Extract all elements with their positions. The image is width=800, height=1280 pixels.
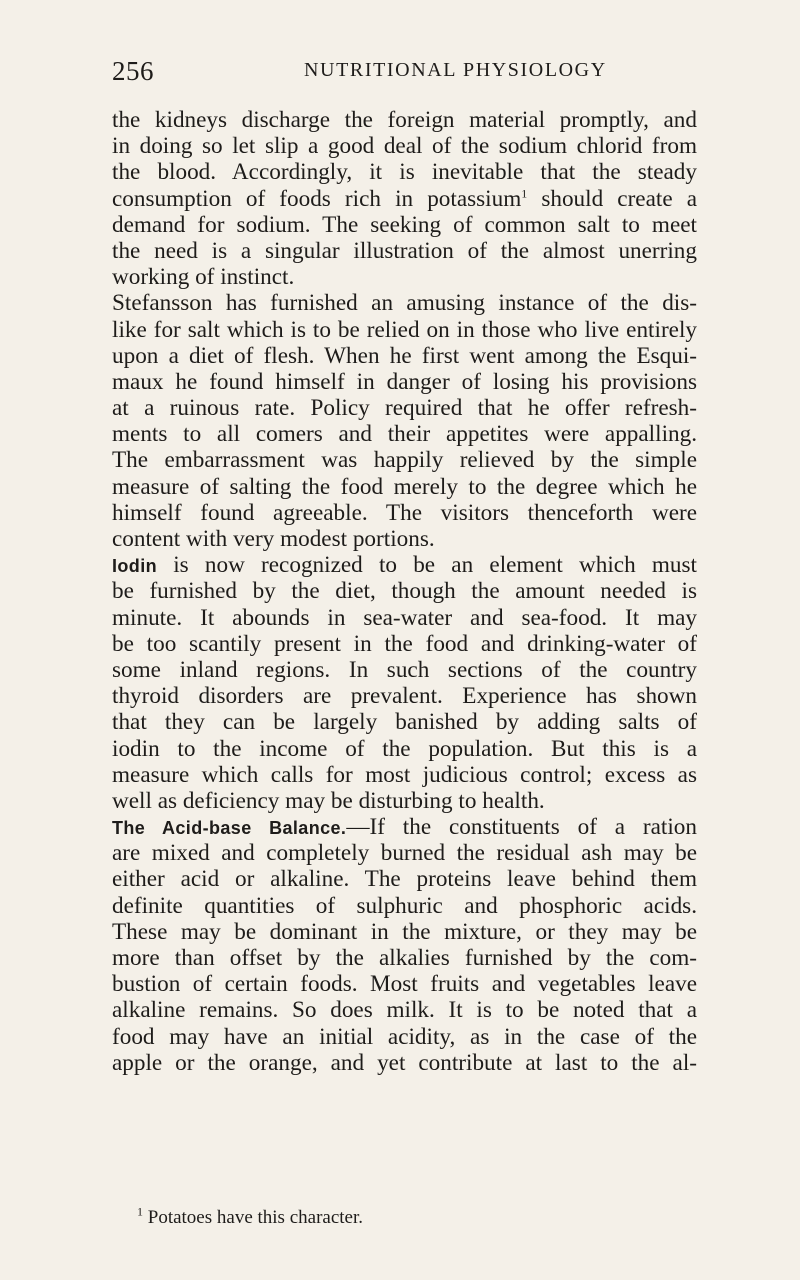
- text-line: that they can be largely banished by adding salts of: [112, 709, 697, 736]
- text-line: ments to all comers and their appetites were appalling.: [112, 421, 697, 448]
- text-line: the blood. Accordingly, it is inevitable that the steady: [112, 159, 697, 186]
- footnote-text: Potatoes have this character.: [147, 1207, 364, 1228]
- page-header: [112, 56, 692, 96]
- text-line: [112, 186, 697, 212]
- text-line: either acid or alkaline. The proteins leave behind them: [112, 866, 697, 893]
- text-segment: consumption of foods rich in potassium: [112, 185, 522, 212]
- text-line: are mixed and completely burned the residual ash may be: [112, 840, 697, 867]
- footnote: [137, 1204, 364, 1229]
- text-line: some inland regions. In such sections of the country: [112, 656, 697, 683]
- text-line: demand for sodium. The seeking of common salt to meet: [112, 211, 697, 238]
- text-line: thyroid disorders are prevalent. Experience has shown: [112, 683, 697, 710]
- text-line: at a ruinous rate. Policy required that he offer refresh-: [112, 395, 697, 422]
- text-line: be furnished by the diet, though the amount needed is: [112, 578, 697, 605]
- text-line: bustion of certain foods. Most fruits and vegetables leave: [112, 971, 697, 998]
- text-segment: is now recognized to be an element which must: [173, 552, 697, 579]
- side-heading-acid-base: The Acid-base Balance.: [112, 818, 347, 839]
- body-text: [112, 107, 697, 1076]
- text-line: Stefansson has furnished an amusing instance of the dis-: [112, 290, 697, 317]
- running-head: NUTRITIONAL PHYSIOLOGY: [304, 59, 607, 81]
- text-line: maux he found himself in danger of losing his provisions: [112, 368, 697, 395]
- text-line: the kidneys discharge the foreign material promptly, and: [112, 107, 697, 133]
- footnote-reference: 1: [521, 185, 528, 200]
- text-line: These may be dominant in the mixture, or they may be: [112, 918, 697, 945]
- text-line: be too scantily present in the food and drinking-water of: [112, 630, 697, 657]
- text-line: himself found agreeable. The visitors thenceforth were: [112, 499, 697, 526]
- text-line: definite quantities of sulphuric and phosphoric acids.: [112, 892, 697, 919]
- text-line: upon a diet of flesh. When he first went among the Esqui-: [112, 342, 697, 369]
- text-line: measure of salting the food merely to the degree which he: [112, 473, 697, 500]
- text-line: in doing so let slip a good deal of the sodium chlorid from: [112, 133, 697, 160]
- text-line: [112, 814, 697, 840]
- text-line: the need is a singular illustration of the almost unerring: [112, 237, 697, 264]
- text-line: content with very modest portions.: [112, 526, 435, 552]
- text-line: food may have an initial acidity, as in the case of the: [112, 1023, 697, 1050]
- text-line: alkaline remains. So does milk. It is to be noted that a: [112, 997, 697, 1024]
- side-heading-iodin: Iodin: [112, 556, 157, 577]
- text-segment: —If the constituents of a ration: [346, 814, 697, 841]
- text-line: more than offset by the alkalies furnished by the com-: [112, 945, 697, 971]
- text-line: The embarrassment was happily relieved by the simple: [112, 447, 697, 474]
- text-line: iodin to the income of the population. But this is a: [112, 735, 697, 762]
- text-line: apple or the orange, and yet contribute at last to the al-: [112, 1049, 697, 1076]
- text-line: like for salt which is to be relied on in those who live entirely: [112, 316, 697, 343]
- text-line: well as deficiency may be disturbing to health.: [112, 787, 545, 814]
- text-line: measure which calls for most judicious control; excess as: [112, 761, 697, 788]
- text-segment: should create a: [541, 185, 697, 212]
- text-line: minute. It abounds in sea-water and sea-food. It may: [112, 604, 697, 631]
- text-line: working of instinct.: [112, 264, 295, 291]
- footnote-marker: 1: [137, 1204, 143, 1219]
- text-line: [112, 552, 697, 578]
- page-number: 256: [112, 56, 154, 86]
